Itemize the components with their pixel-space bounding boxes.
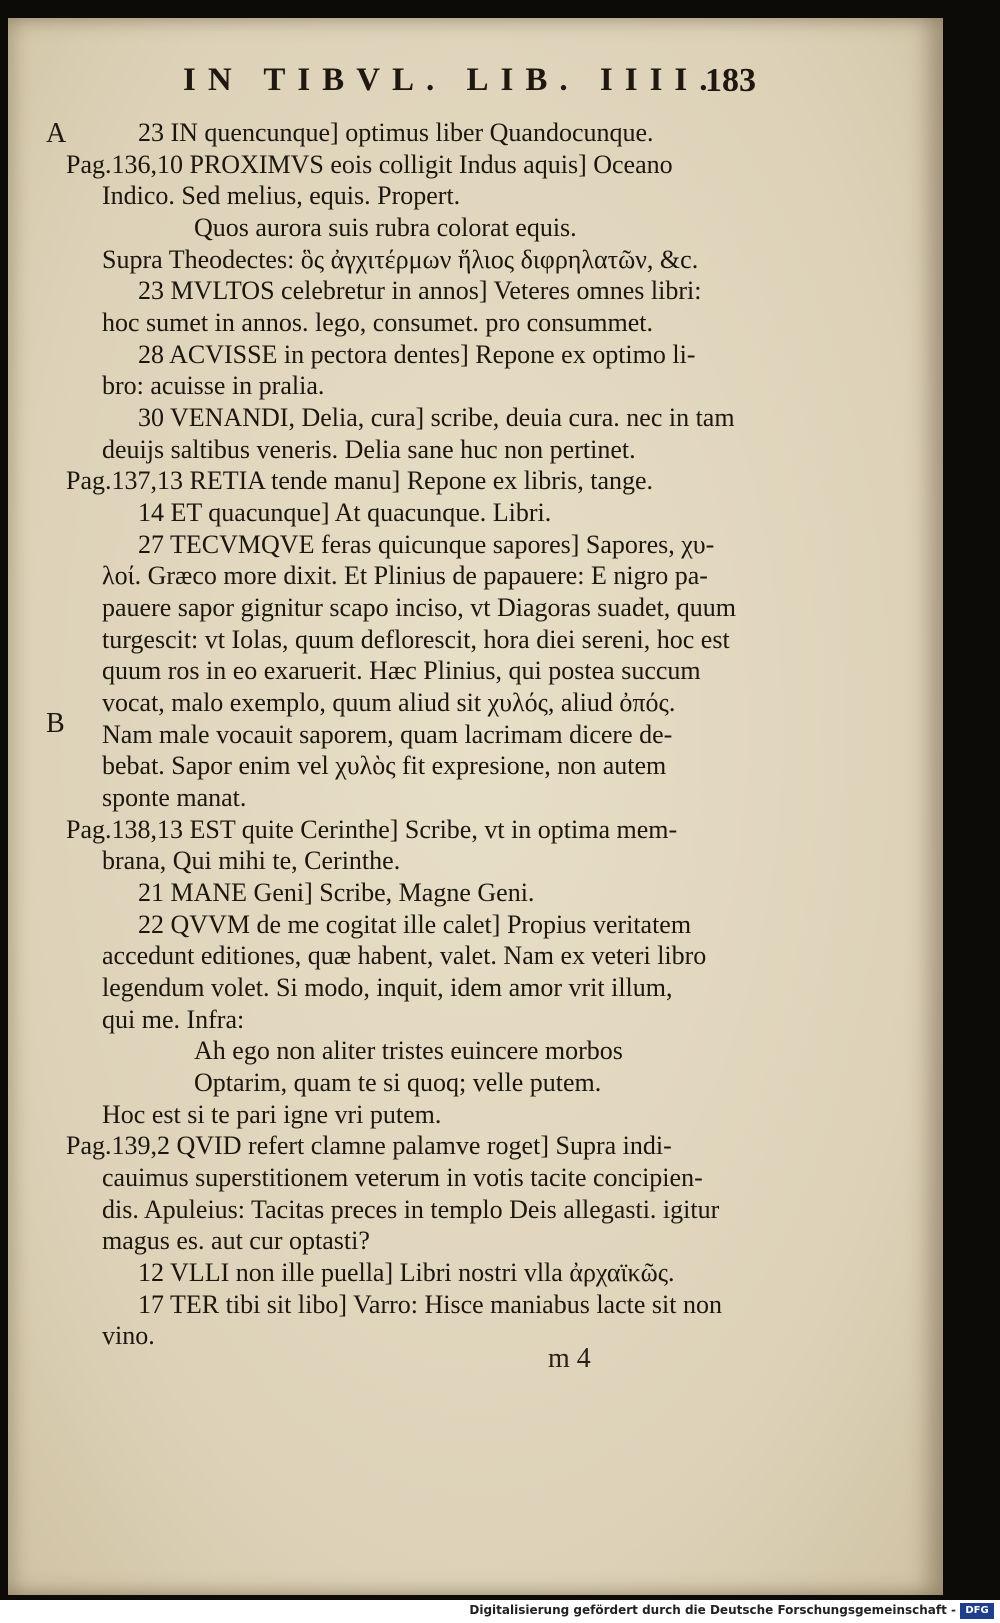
margin-letter-a: A [46,118,67,149]
text-line: legendum volet. Si modo, inquit, idem amor vrit illum, [102,973,673,1002]
text-line: 27 TECVMQVE feras quicunque sapores] Sapores, χυ- [138,530,715,559]
text-line: vino. [102,1321,155,1350]
text-line: cauimus superstitionem veterum in votis tacite concipien- [102,1163,703,1192]
text-line: bebat. Sapor enim vel χυλὸς fit expresione, non autem [102,751,667,780]
text-line: Nam male vocauit saporem, quam lacrimam dicere de- [102,720,673,749]
text-line: λοί. Græco more dixit. Et Plinius de papauere: E nigro pa- [102,561,708,590]
dfg-logo-icon: DFG [960,1603,994,1619]
text-line: Quos aurora suis rubra colorat equis. [194,213,577,242]
signature-mark: m 4 [548,1343,591,1374]
text-line: sponte manat. [102,783,247,812]
text-line: Pag.138,13 EST quite Cerinthe] Scribe, vt in optima mem- [66,815,678,844]
running-head: IN TIBVL. LIB. IIII. [183,62,720,98]
text-line: turgescit: vt Iolas, quum deflorescit, hora diei sereni, hoc est [102,625,730,654]
text-line: 28 ACVISSE in pectora dentes] Repone ex optimo li- [138,340,696,369]
footer-credit: Digitalisierung gefördert durch die Deutsche Forschungsgemeinschaft - [469,1603,956,1617]
text-line: Optarim, quam te si quoq; velle putem. [194,1068,602,1097]
text-line: Ah ego non aliter tristes euincere morbos [194,1036,623,1065]
text-line: brana, Qui mihi te, Cerinthe. [102,846,401,875]
text-line: Pag.137,13 RETIA tende manu] Repone ex libris, tange. [66,466,654,495]
book-page [8,18,943,1595]
text-line: 14 ET quacunque] At quacunque. Libri. [138,498,552,527]
text-body [8,18,943,1595]
margin-letter-b: B [46,708,65,739]
text-line: 22 QVVM de me cogitat ille calet] Propius veritatem [138,910,692,939]
text-line: qui me. Infra: [102,1005,245,1034]
text-line: quum ros in eo exaruerit. Hæc Plinius, qui postea succum [102,656,701,685]
text-line: 23 IN quencunque] optimus liber Quandocunque. [138,118,654,147]
text-line: 21 MANE Geni] Scribe, Magne Geni. [138,878,535,907]
text-line: Pag.139,2 QVID refert clamne palamve roget] Supra indi- [66,1131,672,1160]
text-line: deuijs saltibus veneris. Delia sane huc non pertinet. [102,435,636,464]
text-line: Hoc est si te pari igne vri putem. [102,1100,442,1129]
text-line: 17 TER tibi sit libo] Varro: Hisce maniabus lacte sit non [138,1290,722,1319]
digitization-footer [0,1600,1000,1623]
text-line: hoc sumet in annos. lego, consumet. pro consummet. [102,308,653,337]
text-line: 23 MVLTOS celebretur in annos] Veteres omnes libri: [138,276,702,305]
text-line: dis. Apuleius: Tacitas preces in templo Deis allegasti. igitur [102,1195,720,1224]
text-line: Supra Theodectes: ὃς ἀγχιτέρμων ἥλιος διφρηλατῶν, &c. [102,245,699,274]
text-line: pauere sapor gignitur scapo inciso, vt Diagoras suadet, quum [102,593,736,622]
text-line: Indico. Sed melius, equis. Propert. [102,181,461,210]
text-line: magus es. aut cur optasti? [102,1226,370,1255]
text-line: 30 VENANDI, Delia, cura] scribe, deuia cura. nec in tam [138,403,735,432]
text-line: 12 VLLI non ille puella] Libri nostri vlla ἀρχαϊκῶς. [138,1258,675,1287]
page-number: 183 [705,62,756,99]
text-line: vocat, malo exemplo, quum aliud sit χυλός, aliud ὀπός. [102,688,676,717]
text-line: bro: acuisse in pralia. [102,371,325,400]
text-line: accedunt editiones, quæ habent, valet. Nam ex veteri libro [102,941,707,970]
text-line: Pag.136,10 PROXIMVS eois colligit Indus aquis] Oceano [66,150,673,179]
